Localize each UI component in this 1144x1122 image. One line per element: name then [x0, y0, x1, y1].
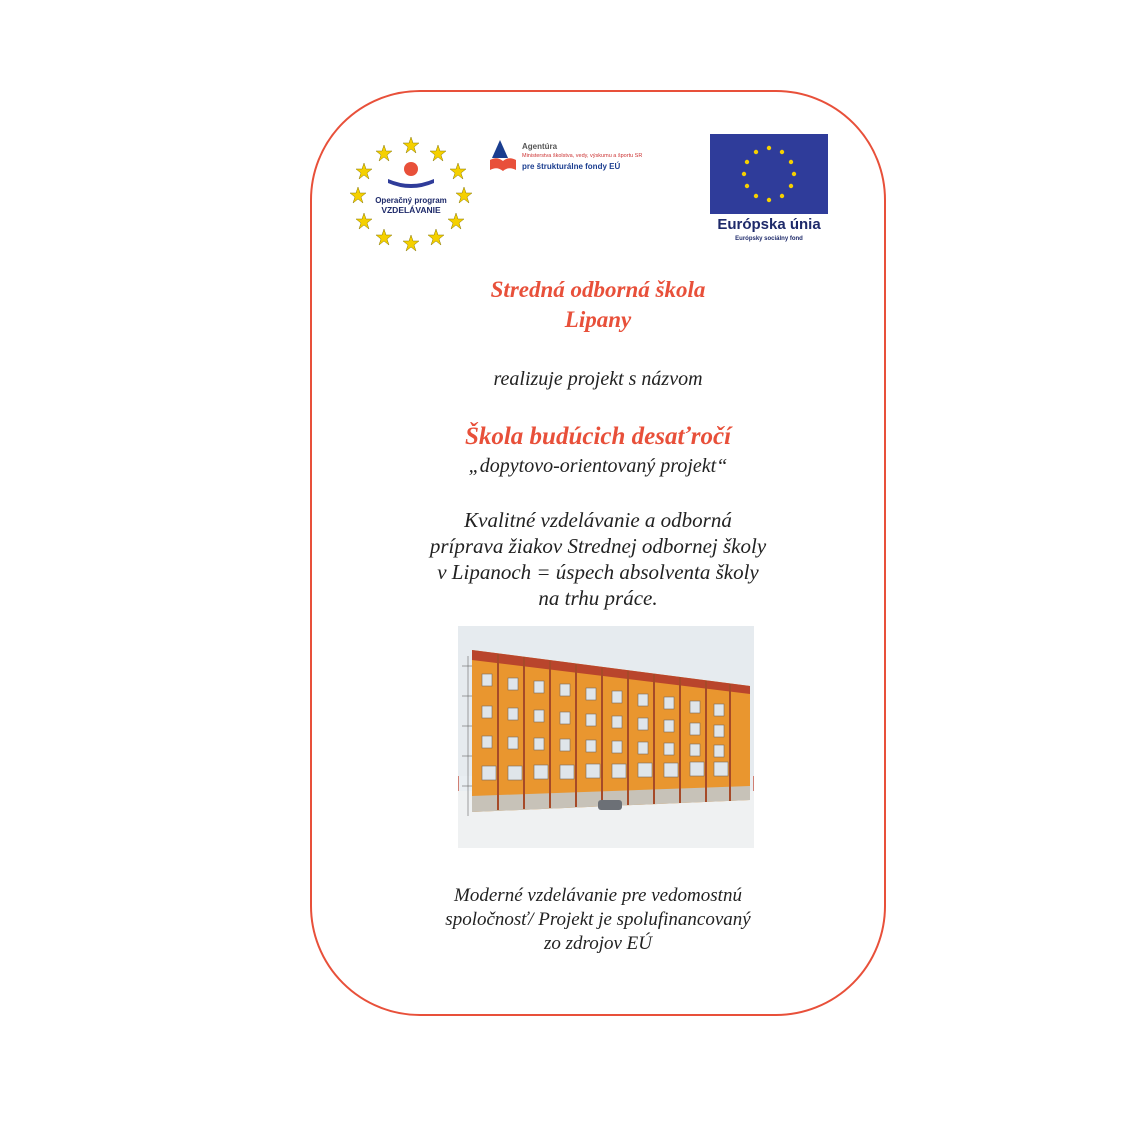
eu-name: Európska únia — [717, 216, 821, 233]
eu-fund: Európsky sociálny fond — [735, 236, 803, 242]
description-line: Kvalitné vzdelávanie a odborná — [464, 508, 732, 532]
footer-line: zo zdrojov EÚ — [543, 933, 653, 954]
eu-flag-icon — [710, 134, 828, 214]
eu-logo — [708, 134, 830, 252]
project-title: Škola budúcich desaťročí — [464, 423, 732, 450]
project-description — [310, 507, 886, 611]
school-name-line1: Stredná odborná škola — [490, 277, 706, 302]
book-icon — [488, 138, 518, 174]
footer-line: spoločnosť/ Projekt je spolufinancovaný — [445, 909, 751, 930]
description-line: na trhu práce. — [538, 586, 658, 610]
description-line: príprava žiakov Strednej odbornej školy — [429, 534, 767, 558]
school-name — [310, 275, 886, 335]
star-ring-icon — [348, 135, 474, 253]
footer-text — [310, 884, 886, 956]
school-building-photo — [458, 626, 754, 848]
project-subtitle: „dopytovo-orientovaný projekt“ — [468, 455, 728, 477]
description-line: v Lipanoch = úspech absolventa školy — [437, 560, 759, 584]
op-logo-text-2: VZDELÁVANIE — [381, 205, 441, 215]
school-name-line2: Lipany — [564, 307, 632, 332]
agency-title: Agentúra — [522, 142, 558, 151]
agentura-logo — [488, 138, 698, 178]
footer-line: Moderné vzdelávanie pre vedomostnú — [454, 885, 742, 906]
agency-subtitle: Ministerstva školstva, vedy, výskumu a športu SR — [522, 153, 643, 159]
agency-subtitle-2: pre štrukturálne fondy EÚ — [522, 162, 621, 171]
op-logo-text-1: Operačný program — [375, 196, 447, 205]
operacny-program-logo — [348, 135, 474, 253]
intro-text: realizuje projekt s názvom — [493, 368, 703, 390]
